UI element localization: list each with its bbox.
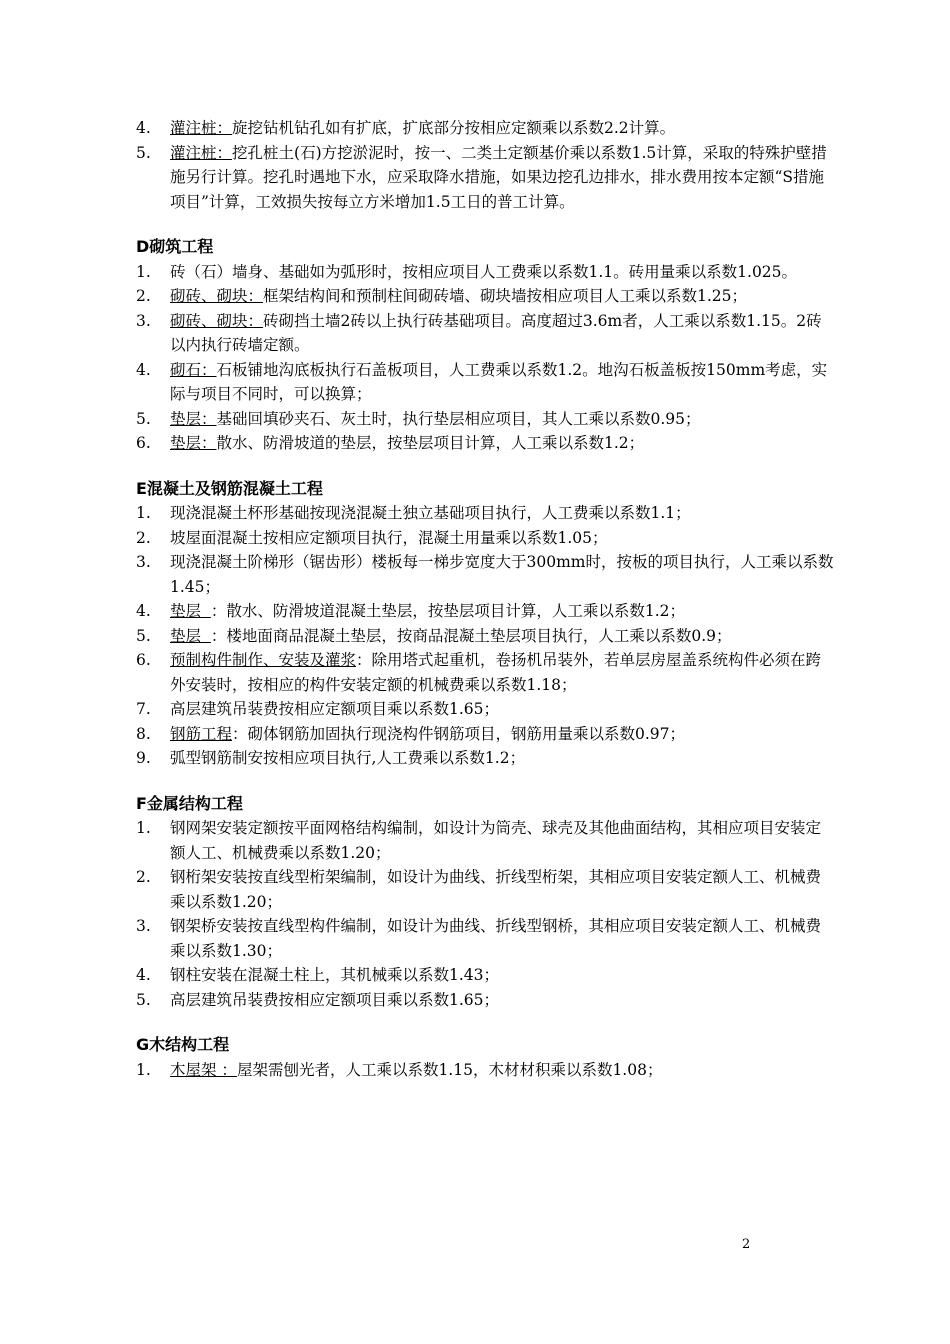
list-item-keyword: 木屋架 ： <box>170 1060 237 1079</box>
list-item <box>136 816 836 865</box>
list-item-number: 6. <box>136 434 151 452</box>
list-item <box>136 407 836 432</box>
list-item-text: ：除用塔式起重机，卷扬机吊装外，若单层房屋盖系统构件必须在跨外安装时，按相应的构件安装定额的机械费乘以系数1.18； <box>170 651 822 694</box>
list-item <box>136 988 836 1013</box>
list-item-text: 钢桁架安装按直线型桁架编制，如设计为曲线、折线型桁架，其相应项目安装定额人工、机械费乘以系数1.20； <box>170 868 822 911</box>
list-item-text: 钢网架安装定额按平面网格结构编制，如设计为筒壳、球壳及其他曲面结构，其相应项目安装定额人工、机械费乘以系数1.20； <box>170 819 822 862</box>
list-item-number: 4. <box>136 360 151 379</box>
list-item-keyword: 钢筋工程 <box>170 724 233 743</box>
list-item-number: 5. <box>136 409 151 428</box>
list-item-keyword: 砌石： <box>170 360 217 379</box>
section-heading: E混凝土及钢筋混凝土工程 <box>136 478 323 498</box>
list-item-number: 1. <box>136 504 151 522</box>
list-item <box>136 526 836 551</box>
list-item-text: 挖孔桩土(石)方挖淤泥时，按一、二类土定额基价乘以系数1.5计算，采取的特殊护壁措施另行计算。挖孔时遇地下水，应采取降水措施，如果边挖孔边排水，排水费用按本定额“S措施项目”计算，工效损失按每立方米增加1.5工日的普工计算。 <box>170 143 827 211</box>
list-item-text: 散水、防滑坡道的垫层，按垫层项目计算，人工乘以系数1.2； <box>216 434 645 452</box>
list-item-number: 3. <box>136 553 151 571</box>
list-item-number: 9. <box>136 749 151 767</box>
list-item-number: 1. <box>136 1060 151 1079</box>
list-item-number: 4. <box>136 119 151 137</box>
list-item <box>136 624 836 649</box>
section <box>136 771 836 1013</box>
list-item-text: 基础回填砂夹石、灰土时，执行垫层相应项目，其人工乘以系数0.95； <box>216 409 701 428</box>
section <box>136 116 836 214</box>
list-item <box>136 431 836 456</box>
section-gap <box>136 771 836 792</box>
list-item <box>136 599 836 624</box>
list-item-number: 4. <box>136 602 151 620</box>
section-gap <box>136 456 836 477</box>
list-item-number: 1. <box>136 262 151 281</box>
list-item-text: 石板铺地沟底板执行石盖板项目，人工费乘以系数1.2。地沟石板盖板按150mm考虑，实际与项目不同时，可以换算； <box>170 360 828 403</box>
list-item <box>136 1058 836 1083</box>
list-item-text: ：散水、防滑坡道混凝土垫层，按垫层项目计算，人工乘以系数1.2； <box>210 602 686 620</box>
list-item-keyword: 垫层 <box>170 626 211 645</box>
list-item-keyword: 垫层： <box>170 409 217 428</box>
section-gap <box>136 1012 836 1033</box>
list-item-number: 2. <box>136 868 151 886</box>
list-item-text: 砖砌挡土墙2砖以上执行砖基础项目。高度超过3.6m者，人工乘以系数1.15。2砖以内执行砖墙定额。 <box>170 311 822 354</box>
list-item-number: 1. <box>136 819 151 837</box>
list-item <box>136 963 836 988</box>
list-item-text: 砖（石）墙身、基础如为弧形时，按相应项目人工费乘以系数1.1。砖用量乘以系数1.025。 <box>170 262 798 281</box>
page-number: 2 <box>742 1237 751 1252</box>
list-item-number: 3. <box>136 917 151 935</box>
list-item <box>136 116 836 141</box>
list-item-text: 高层建筑吊装费按相应定额项目乘以系数1.65； <box>170 700 500 718</box>
list-item-text: 高层建筑吊装费按相应定额项目乘以系数1.65； <box>170 990 500 1009</box>
list-item-text: ：砌体钢筋加固执行现浇构件钢筋项目，钢筋用量乘以系数0.97； <box>232 724 686 743</box>
list-item-text: 坡屋面混凝土按相应定额项目执行，混凝土用量乘以系数1.05； <box>170 528 608 547</box>
list-item-text: 弧型钢筋制安按相应项目执行,人工费乘以系数1.2； <box>170 749 526 767</box>
list-item-text: 钢柱安装在混凝土柱上，其机械乘以系数1.43； <box>170 966 500 984</box>
section-gap <box>136 214 836 235</box>
list-item <box>136 648 836 697</box>
list-item-number: 5. <box>136 143 151 162</box>
list-item <box>136 141 836 215</box>
list-item <box>136 309 836 358</box>
list-item <box>136 722 836 747</box>
list-item-text: 旋挖钻机钻孔如有扩底，扩底部分按相应定额乘以系数2.2计算。 <box>232 119 676 137</box>
list-item-number: 4. <box>136 966 151 984</box>
document-body <box>136 116 836 1082</box>
list-item-text: 现浇混凝土杯形基础按现浇混凝土独立基础项目执行，人工费乘以系数1.1； <box>170 504 691 522</box>
section-heading: D砌筑工程 <box>136 237 214 256</box>
list-item <box>136 914 836 963</box>
section-heading: G木结构工程 <box>136 1035 230 1054</box>
list-item-keyword: 垫层 <box>170 602 211 620</box>
list-item-text: 现浇混凝土阶梯形（锯齿形）楼板每一梯步宽度大于300mm时，按板的项目执行，人工乘以系数1.45； <box>170 553 834 596</box>
list-item-number: 8. <box>136 724 151 743</box>
list-item <box>136 501 836 526</box>
section <box>136 456 836 771</box>
list-item-number: 2. <box>136 528 151 547</box>
section <box>136 214 836 456</box>
list-item-keyword: 垫层： <box>170 434 217 452</box>
list-item <box>136 865 836 914</box>
list-item-number: 7. <box>136 700 151 718</box>
section-heading: F金属结构工程 <box>136 793 243 813</box>
list-item-text: 屋架需刨光者，人工乘以系数1.15，木材材积乘以系数1.08； <box>236 1060 663 1079</box>
list-item-keyword: 砌砖、砌块： <box>170 311 264 330</box>
list-item-number: 3. <box>136 311 151 330</box>
list-item-text: 钢架桥安装按直线型构件编制，如设计为曲线、折线型钢桥，其相应项目安装定额人工、机械费乘以系数1.30； <box>170 917 822 960</box>
list-item <box>136 550 836 599</box>
list-item-keyword: 砌砖、砌块： <box>170 287 264 305</box>
list-item <box>136 260 836 285</box>
section <box>136 1012 836 1082</box>
list-item-number: 5. <box>136 626 151 645</box>
list-item-keyword: 灌注桩： <box>170 143 233 162</box>
list-item-keyword: 灌注桩： <box>170 119 233 137</box>
list-item <box>136 697 836 722</box>
list-item <box>136 746 836 771</box>
list-item-number: 6. <box>136 651 151 669</box>
list-item-number: 5. <box>136 990 151 1009</box>
list-item-text: ：楼地面商品混凝土垫层，按商品混凝土垫层项目执行，人工乘以系数0.9； <box>210 626 732 645</box>
list-item-text: 框架结构间和预制柱间砌砖墙、砌块墙按相应项目人工乘以系数1.25； <box>263 287 748 305</box>
list-item <box>136 358 836 407</box>
list-item-keyword: 预制构件制作、安装及灌浆 <box>170 651 357 669</box>
list-item <box>136 284 836 309</box>
list-item-number: 2. <box>136 287 151 305</box>
